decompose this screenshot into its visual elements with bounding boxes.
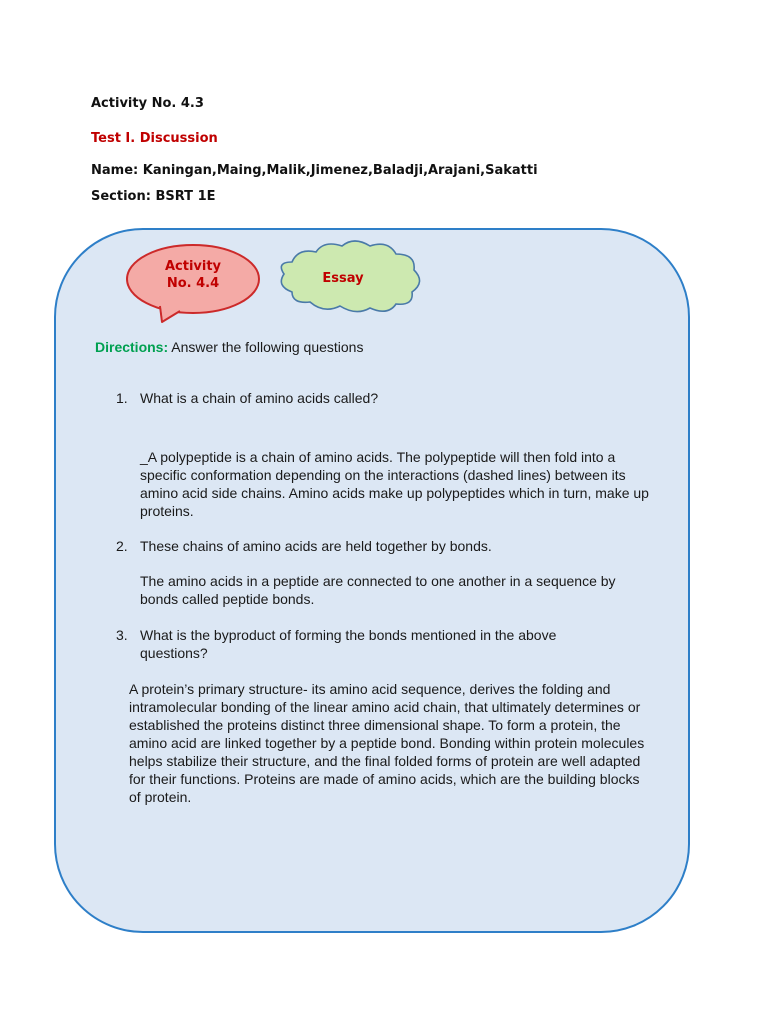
section-value: BSRT 1E [155,189,216,204]
question-1-text: What is a chain of amino acids called? [140,390,379,406]
answer-3-text: A protein’s primary structure- its amino acid sequence, derives the folding and intramolecular bonding of the linear amino acid chain, that ultimately determines or established the proteins distinct three dimensional shape. To form a protein, the amino acid are linked together by a peptide bond. Bonding within protein molecules helps stabilize their structure, and the final folded forms of protein are well adapted for their functions. Proteins are made of amino acids, which are the building blocks of protein. [129,681,645,805]
question-1-number: 1. [116,390,128,406]
name-label: Name: [91,163,139,178]
cloud-label: Essay [322,271,364,286]
bubble-line-2: No. 4.4 [166,276,220,291]
question-3-number: 3. [116,627,128,643]
section-line [91,189,216,205]
answer-1-text: _A polypeptide is a chain of amino acids. The polypeptide will then fold into a specific conformation depending on the interactions (dashed lines) between its amino acid side chains. Amino acids make up polypeptides which in turn, make up proteins. [140,449,649,519]
answer-2-text: The amino acids in a peptide are connected to one another in a sequence by bonds called peptide bonds. [140,573,616,607]
speech-bubble-label [150,258,236,292]
directions [95,338,363,356]
bubble-line-1: Activity [164,259,222,274]
directions-text: Answer the following questions [168,339,364,355]
directions-label: Directions: [95,339,169,355]
section-label: Section: [91,189,151,204]
activity-title: Activity No. 4.3 [91,96,204,111]
test-title: Test I. Discussion [91,131,218,146]
question-2-number: 2. [116,538,128,554]
name-line [91,163,538,179]
student-names: Kaningan,Maing,Malik,Jimenez,Baladji,Arajani,Sakatti [142,163,538,178]
question-2-text: These chains of amino acids are held together by bonds. [140,538,492,554]
question-3-text: What is the byproduct of forming the bonds mentioned in the above questions? [140,627,557,661]
